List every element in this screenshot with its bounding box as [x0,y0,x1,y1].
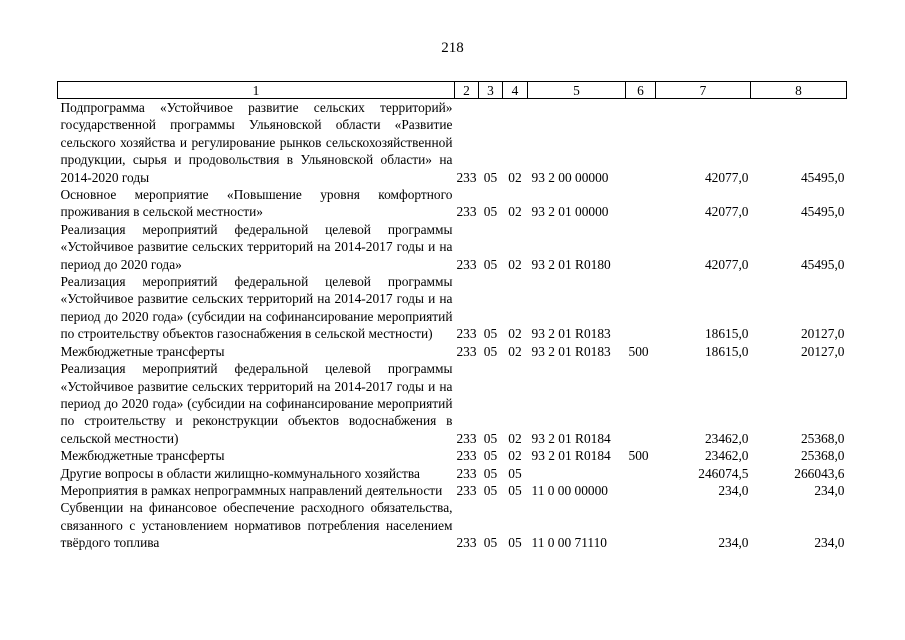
row-subsection: 05 [508,465,522,481]
row-grbs: 233 [456,535,477,551]
row-section: 05 [483,343,498,359]
row-name: Подпрограмма «Устойчивое развитие сельских территорий» государственной программы Ульяновской области «Развитие сельского хозяйства и регулирование рынков сельскохозяйственной продукции, сырья и продовольствия в Ульяновской области» на 2014-2020 годы [60,100,453,185]
row-grbs: 233 [456,448,477,464]
row-name: Мероприятия в рамках непрограммных направлений деятельности [60,482,443,498]
header-col-3: 3 [479,82,503,99]
row-expense-type [626,273,656,343]
row-section: 05 [483,169,498,185]
header-col-1: 1 [58,82,455,99]
row-amount-2: 45495,0 [800,256,845,272]
row-amount-2: 45495,0 [800,204,845,220]
row-amount-2: 25368,0 [800,430,845,446]
row-amount-1: 42077,0 [704,169,749,185]
row-grbs: 233 [456,169,477,185]
row-target-article: 11 0 00 00000 [531,482,608,498]
row-expense-type [626,465,656,482]
row-target-article: 93 2 01 R0183 [531,343,611,359]
row-expense-type [626,221,656,273]
table-row [58,465,847,482]
row-amount-2: 20127,0 [800,343,845,359]
row-target-article: 93 2 01 R0184 [531,448,611,464]
row-subsection: 02 [508,326,522,342]
table-row [58,99,847,187]
row-subsection: 05 [508,535,522,551]
page-number: 218 [441,40,464,56]
row-amount-1: 42077,0 [704,256,749,272]
row-amount-2: 234,0 [814,535,845,551]
row-name: Межбюджетные трансферты [60,448,225,464]
header-col-5: 5 [528,82,626,99]
table-row [58,221,847,273]
row-subsection: 02 [508,343,522,359]
row-name: Основное мероприятие «Повышение уровня комфортного проживания в сельской местности» [60,187,453,220]
row-subsection: 02 [508,448,522,464]
row-expense-type: 500 [628,448,649,464]
row-section: 05 [483,326,498,342]
row-amount-1: 18615,0 [704,326,749,342]
table-row [58,447,847,464]
row-amount-1: 18615,0 [704,343,749,359]
row-section: 05 [483,448,498,464]
row-amount-1: 234,0 [718,482,749,498]
row-grbs: 233 [456,430,477,446]
table-body [58,99,847,552]
row-section: 05 [483,256,498,272]
row-section: 05 [483,482,498,498]
row-grbs: 233 [456,256,477,272]
table-row [58,360,847,447]
row-amount-1: 23462,0 [704,448,749,464]
row-expense-type: 500 [628,343,649,359]
row-section: 05 [483,465,498,481]
table-row [58,499,847,551]
row-grbs: 233 [456,343,477,359]
row-name: Субвенции на финансовое обеспечение расходного обязательства, связанного с установлением нормативов потребления населением твёрдого топлива [60,500,453,551]
budget-table [57,81,847,552]
table-row [58,186,847,221]
row-section: 05 [483,204,498,220]
row-amount-1: 234,0 [718,535,749,551]
table-row [58,343,847,360]
row-grbs: 233 [456,326,477,342]
row-name: Реализация мероприятий федеральной целевой программы «Устойчивое развитие сельских территорий на 2014-2017 годы и на период до 2020 года» (субсидии на софинансирование мероприятий по строительству объектов газоснабжения в сельской местности) [60,274,453,342]
row-grbs: 233 [456,204,477,220]
header-col-8: 8 [751,82,847,99]
row-grbs: 233 [456,482,477,498]
row-amount-2: 234,0 [814,482,845,498]
row-expense-type [626,482,656,499]
row-amount-1: 246074,5 [698,465,749,481]
row-amount-2: 45495,0 [800,169,845,185]
row-amount-1: 42077,0 [704,204,749,220]
row-expense-type [626,499,656,551]
row-amount-1: 23462,0 [704,430,749,446]
row-name: Реализация мероприятий федеральной целевой программы «Устойчивое развитие сельских территорий на 2014-2017 годы и на период до 2020 года» [60,221,453,272]
table-row [58,482,847,499]
row-amount-2: 266043,6 [794,465,845,481]
row-amount-2: 25368,0 [800,448,845,464]
row-section: 05 [483,430,498,446]
row-target-article: 11 0 00 71110 [531,535,608,551]
row-section: 05 [483,535,498,551]
row-grbs: 233 [456,465,477,481]
row-subsection: 05 [508,482,522,498]
row-subsection: 02 [508,169,522,185]
row-subsection: 02 [508,204,522,220]
row-target-article: 93 2 01 R0184 [531,430,611,446]
row-amount-2: 20127,0 [800,326,845,342]
row-expense-type [626,186,656,221]
row-name: Реализация мероприятий федеральной целевой программы «Устойчивое развитие сельских территорий на 2014-2017 годы и на период до 2020 года» (субсидии на софинансирование мероприятий по строительству и реконструкции объектов водоснабжения в сельской местности) [60,361,453,446]
table-header-row [58,82,847,99]
row-target-article [528,465,626,482]
row-target-article: 93 2 01 00000 [531,204,609,220]
header-col-7: 7 [656,82,751,99]
header-col-6: 6 [626,82,656,99]
header-col-4: 4 [503,82,528,99]
row-name: Другие вопросы в области жилищно-коммунального хозяйства [60,465,420,481]
row-subsection: 02 [508,430,522,446]
row-target-article: 93 2 01 R0180 [531,256,611,272]
row-name: Межбюджетные трансферты [60,343,225,359]
row-target-article: 93 2 01 R0183 [531,326,611,342]
row-expense-type [626,99,656,187]
row-target-article: 93 2 00 00000 [531,169,609,185]
table-row [58,273,847,343]
row-expense-type [626,360,656,447]
header-col-2: 2 [455,82,479,99]
row-subsection: 02 [508,256,522,272]
